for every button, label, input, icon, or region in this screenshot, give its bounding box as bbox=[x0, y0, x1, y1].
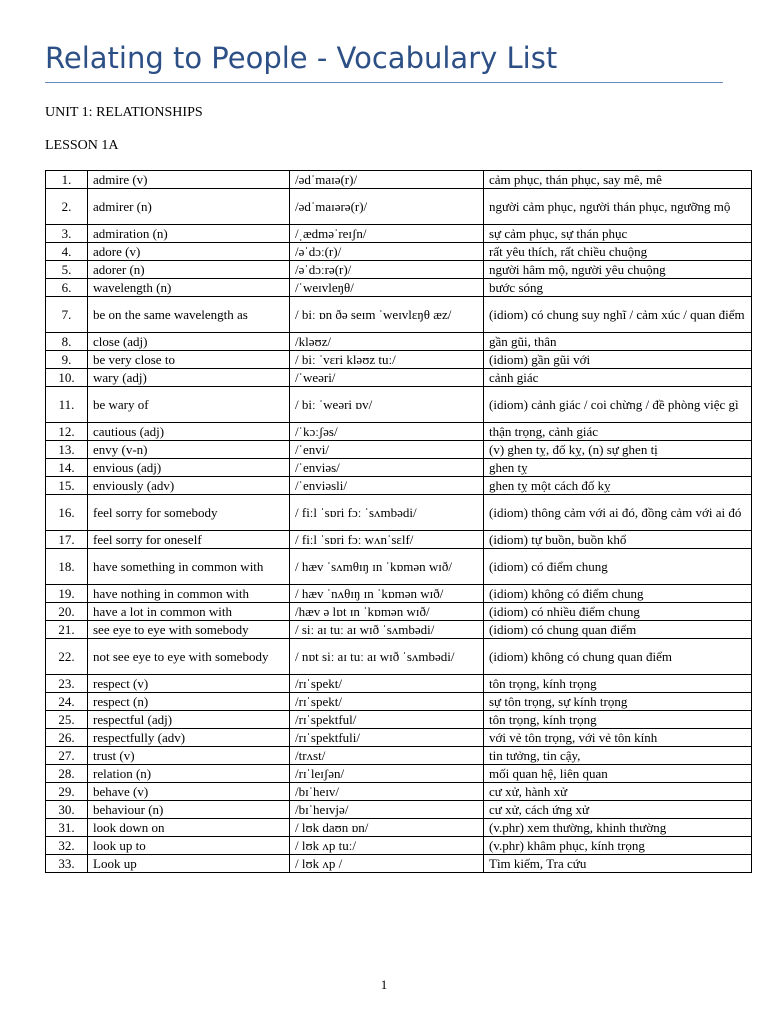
row-number: 15. bbox=[46, 477, 88, 495]
row-number: 33. bbox=[46, 855, 88, 873]
vocab-word: respect (n) bbox=[88, 693, 290, 711]
table-row bbox=[46, 819, 752, 837]
vocab-meaning: (idiom) cảnh giác / coi chừng / đề phòng việc gì bbox=[484, 387, 752, 423]
vocab-ipa: /hæv ə lɒt ɪn ˈkɒmən wɪð/ bbox=[290, 603, 484, 621]
vocab-ipa: /ˈenvi/ bbox=[290, 441, 484, 459]
vocab-meaning: tin tưởng, tin cậy, bbox=[484, 747, 752, 765]
vocab-word: be very close to bbox=[88, 351, 290, 369]
vocab-ipa: / lʊk ʌp / bbox=[290, 855, 484, 873]
vocab-word: admire (v) bbox=[88, 171, 290, 189]
vocab-word: respect (v) bbox=[88, 675, 290, 693]
vocab-word: enviously (adv) bbox=[88, 477, 290, 495]
vocab-ipa: / biː ɒn ðə seɪm ˈweɪvlɛŋθ æz/ bbox=[290, 297, 484, 333]
vocab-ipa: /rɪˈspekt/ bbox=[290, 675, 484, 693]
vocab-word: relation (n) bbox=[88, 765, 290, 783]
vocab-meaning: (idiom) gần gũi với bbox=[484, 351, 752, 369]
vocab-ipa: / nɒt siː aɪ tuː aɪ wɪð ˈsʌmbədi/ bbox=[290, 639, 484, 675]
vocab-word: have a lot in common with bbox=[88, 603, 290, 621]
vocab-ipa: /bɪˈheɪvjə/ bbox=[290, 801, 484, 819]
vocab-meaning: tôn trọng, kính trọng bbox=[484, 711, 752, 729]
row-number: 19. bbox=[46, 585, 88, 603]
vocab-meaning: (idiom) thông cảm với ai đó, đồng cảm với ai đó bbox=[484, 495, 752, 531]
table-row bbox=[46, 801, 752, 819]
row-number: 25. bbox=[46, 711, 88, 729]
table-row bbox=[46, 855, 752, 873]
vocab-ipa: /ˈweəri/ bbox=[290, 369, 484, 387]
table-row bbox=[46, 459, 752, 477]
vocab-ipa: /ədˈmaɪə(r)/ bbox=[290, 171, 484, 189]
vocab-word: have something in common with bbox=[88, 549, 290, 585]
row-number: 32. bbox=[46, 837, 88, 855]
vocab-meaning: cảm phục, thán phục, say mê, mê bbox=[484, 171, 752, 189]
vocab-ipa: /rɪˈspektful/ bbox=[290, 711, 484, 729]
vocab-meaning: sự cảm phục, sự thán phục bbox=[484, 225, 752, 243]
vocab-word: have nothing in common with bbox=[88, 585, 290, 603]
vocab-meaning: rất yêu thích, rất chiều chuộng bbox=[484, 243, 752, 261]
table-row bbox=[46, 693, 752, 711]
title-underline bbox=[45, 82, 723, 83]
table-row bbox=[46, 369, 752, 387]
table-row bbox=[46, 351, 752, 369]
vocab-ipa: / lʊk daʊn ɒn/ bbox=[290, 819, 484, 837]
row-number: 24. bbox=[46, 693, 88, 711]
vocab-word: behave (v) bbox=[88, 783, 290, 801]
table-row bbox=[46, 225, 752, 243]
row-number: 14. bbox=[46, 459, 88, 477]
table-row bbox=[46, 675, 752, 693]
vocab-meaning: (idiom) có chung suy nghĩ / cảm xúc / quan điểm bbox=[484, 297, 752, 333]
vocab-ipa: /ˈweɪvleŋθ/ bbox=[290, 279, 484, 297]
vocab-meaning: với vẻ tôn trọng, với vẻ tôn kính bbox=[484, 729, 752, 747]
table-row bbox=[46, 297, 752, 333]
vocab-meaning: gần gũi, thân bbox=[484, 333, 752, 351]
unit-heading: UNIT 1: RELATIONSHIPS bbox=[45, 105, 203, 120]
vocab-meaning: người hâm mộ, người yêu chuộng bbox=[484, 261, 752, 279]
table-row bbox=[46, 243, 752, 261]
row-number: 10. bbox=[46, 369, 88, 387]
table-row bbox=[46, 261, 752, 279]
row-number: 2. bbox=[46, 189, 88, 225]
row-number: 26. bbox=[46, 729, 88, 747]
vocabulary-table bbox=[45, 170, 752, 873]
vocab-meaning: (v.phr) xem thường, khinh thường bbox=[484, 819, 752, 837]
row-number: 31. bbox=[46, 819, 88, 837]
vocab-ipa: /bɪˈheɪv/ bbox=[290, 783, 484, 801]
table-row bbox=[46, 747, 752, 765]
table-row bbox=[46, 765, 752, 783]
vocab-meaning: thận trọng, cảnh giác bbox=[484, 423, 752, 441]
row-number: 11. bbox=[46, 387, 88, 423]
table-row bbox=[46, 603, 752, 621]
vocab-ipa: / biː ˈvɛri kləʊz tuː/ bbox=[290, 351, 484, 369]
vocab-ipa: / fiːl ˈsɒri fɔː ˈsʌmbədi/ bbox=[290, 495, 484, 531]
vocab-ipa: /ˈenviəs/ bbox=[290, 459, 484, 477]
vocab-word: feel sorry for somebody bbox=[88, 495, 290, 531]
vocab-word: be wary of bbox=[88, 387, 290, 423]
row-number: 12. bbox=[46, 423, 88, 441]
vocab-meaning: tôn trọng, kính trọng bbox=[484, 675, 752, 693]
vocab-ipa: /rɪˈleɪʃən/ bbox=[290, 765, 484, 783]
vocab-word: look down on bbox=[88, 819, 290, 837]
vocab-meaning: cư xử, hành xử bbox=[484, 783, 752, 801]
vocab-meaning: Tìm kiếm, Tra cứu bbox=[484, 855, 752, 873]
vocab-word: see eye to eye with somebody bbox=[88, 621, 290, 639]
row-number: 27. bbox=[46, 747, 88, 765]
vocab-ipa: /əˈdɔː(r)/ bbox=[290, 243, 484, 261]
vocab-ipa: / siː aɪ tuː aɪ wɪð ˈsʌmbədi/ bbox=[290, 621, 484, 639]
vocab-ipa: /əˈdɔːrə(r)/ bbox=[290, 261, 484, 279]
vocab-meaning: (idiom) không có điểm chung bbox=[484, 585, 752, 603]
vocab-ipa: /kləʊz/ bbox=[290, 333, 484, 351]
row-number: 22. bbox=[46, 639, 88, 675]
row-number: 7. bbox=[46, 297, 88, 333]
row-number: 28. bbox=[46, 765, 88, 783]
vocab-meaning: sự tôn trọng, sự kính trọng bbox=[484, 693, 752, 711]
vocab-word: admiration (n) bbox=[88, 225, 290, 243]
vocab-ipa: /ˈenviəsli/ bbox=[290, 477, 484, 495]
vocab-word: wary (adj) bbox=[88, 369, 290, 387]
vocab-meaning: bước sóng bbox=[484, 279, 752, 297]
vocab-ipa: / lʊk ʌp tuː/ bbox=[290, 837, 484, 855]
vocab-word: wavelength (n) bbox=[88, 279, 290, 297]
vocab-word: adore (v) bbox=[88, 243, 290, 261]
table-row bbox=[46, 333, 752, 351]
table-row bbox=[46, 639, 752, 675]
vocab-ipa: /trʌst/ bbox=[290, 747, 484, 765]
vocab-word: trust (v) bbox=[88, 747, 290, 765]
vocab-meaning: mối quan hệ, liên quan bbox=[484, 765, 752, 783]
row-number: 5. bbox=[46, 261, 88, 279]
vocab-meaning: (idiom) có nhiều điểm chung bbox=[484, 603, 752, 621]
table-row bbox=[46, 189, 752, 225]
row-number: 1. bbox=[46, 171, 88, 189]
vocab-ipa: /ˈkɔːʃəs/ bbox=[290, 423, 484, 441]
table-row bbox=[46, 711, 752, 729]
vocab-meaning: (v.phr) khâm phục, kính trọng bbox=[484, 837, 752, 855]
table-row bbox=[46, 837, 752, 855]
vocab-meaning: người cảm phục, người thán phục, ngưỡng mộ bbox=[484, 189, 752, 225]
table-row bbox=[46, 495, 752, 531]
table-row bbox=[46, 729, 752, 747]
vocab-word: adorer (n) bbox=[88, 261, 290, 279]
table-row bbox=[46, 783, 752, 801]
row-number: 17. bbox=[46, 531, 88, 549]
vocab-word: close (adj) bbox=[88, 333, 290, 351]
row-number: 23. bbox=[46, 675, 88, 693]
vocab-word: not see eye to eye with somebody bbox=[88, 639, 290, 675]
table-row bbox=[46, 531, 752, 549]
row-number: 29. bbox=[46, 783, 88, 801]
vocab-ipa: /ədˈmaɪərə(r)/ bbox=[290, 189, 484, 225]
vocab-word: respectfully (adv) bbox=[88, 729, 290, 747]
vocab-word: look up to bbox=[88, 837, 290, 855]
table-row bbox=[46, 387, 752, 423]
row-number: 8. bbox=[46, 333, 88, 351]
vocab-meaning: (idiom) tự buồn, buồn khổ bbox=[484, 531, 752, 549]
vocab-word: Look up bbox=[88, 855, 290, 873]
vocab-meaning: (idiom) có điểm chung bbox=[484, 549, 752, 585]
row-number: 16. bbox=[46, 495, 88, 531]
row-number: 30. bbox=[46, 801, 88, 819]
page-number: 1 bbox=[380, 977, 388, 992]
vocab-meaning: (v) ghen tỵ, đố kỵ, (n) sự ghen tị bbox=[484, 441, 752, 459]
vocab-meaning: ghen tỵ bbox=[484, 459, 752, 477]
row-number: 3. bbox=[46, 225, 88, 243]
vocab-ipa: / hæv ˈnʌθɪŋ ɪn ˈkɒmən wɪð/ bbox=[290, 585, 484, 603]
table-row bbox=[46, 441, 752, 459]
vocab-word: envy (v-n) bbox=[88, 441, 290, 459]
lesson-heading: LESSON 1A bbox=[45, 138, 119, 153]
page-title: Relating to People - Vocabulary List bbox=[45, 41, 558, 75]
vocab-word: feel sorry for oneself bbox=[88, 531, 290, 549]
vocab-meaning: (idiom) có chung quan điểm bbox=[484, 621, 752, 639]
vocab-ipa: / biː ˈweəri ɒv/ bbox=[290, 387, 484, 423]
row-number: 4. bbox=[46, 243, 88, 261]
vocab-word: cautious (adj) bbox=[88, 423, 290, 441]
vocab-word: envious (adj) bbox=[88, 459, 290, 477]
vocab-ipa: /rɪˈspekt/ bbox=[290, 693, 484, 711]
vocabulary-table-body bbox=[46, 171, 752, 873]
row-number: 21. bbox=[46, 621, 88, 639]
row-number: 20. bbox=[46, 603, 88, 621]
vocab-word: be on the same wavelength as bbox=[88, 297, 290, 333]
vocab-ipa: / hæv ˈsʌmθɪŋ ɪn ˈkɒmən wɪð/ bbox=[290, 549, 484, 585]
table-row bbox=[46, 477, 752, 495]
table-row bbox=[46, 171, 752, 189]
table-row bbox=[46, 423, 752, 441]
vocab-ipa: /ˌædməˈreɪʃn/ bbox=[290, 225, 484, 243]
row-number: 13. bbox=[46, 441, 88, 459]
row-number: 18. bbox=[46, 549, 88, 585]
table-row bbox=[46, 585, 752, 603]
vocab-meaning: cư xử, cách ứng xử bbox=[484, 801, 752, 819]
vocab-word: admirer (n) bbox=[88, 189, 290, 225]
vocab-ipa: /rɪˈspektfuli/ bbox=[290, 729, 484, 747]
table-row bbox=[46, 621, 752, 639]
row-number: 9. bbox=[46, 351, 88, 369]
vocab-meaning: cảnh giác bbox=[484, 369, 752, 387]
vocab-word: respectful (adj) bbox=[88, 711, 290, 729]
row-number: 6. bbox=[46, 279, 88, 297]
table-row bbox=[46, 549, 752, 585]
table-row bbox=[46, 279, 752, 297]
vocab-word: behaviour (n) bbox=[88, 801, 290, 819]
vocab-meaning: (idiom) không có chung quan điểm bbox=[484, 639, 752, 675]
vocab-ipa: / fiːl ˈsɒri fɔː wʌnˈsɛlf/ bbox=[290, 531, 484, 549]
vocab-meaning: ghen tỵ một cách đố kỵ bbox=[484, 477, 752, 495]
